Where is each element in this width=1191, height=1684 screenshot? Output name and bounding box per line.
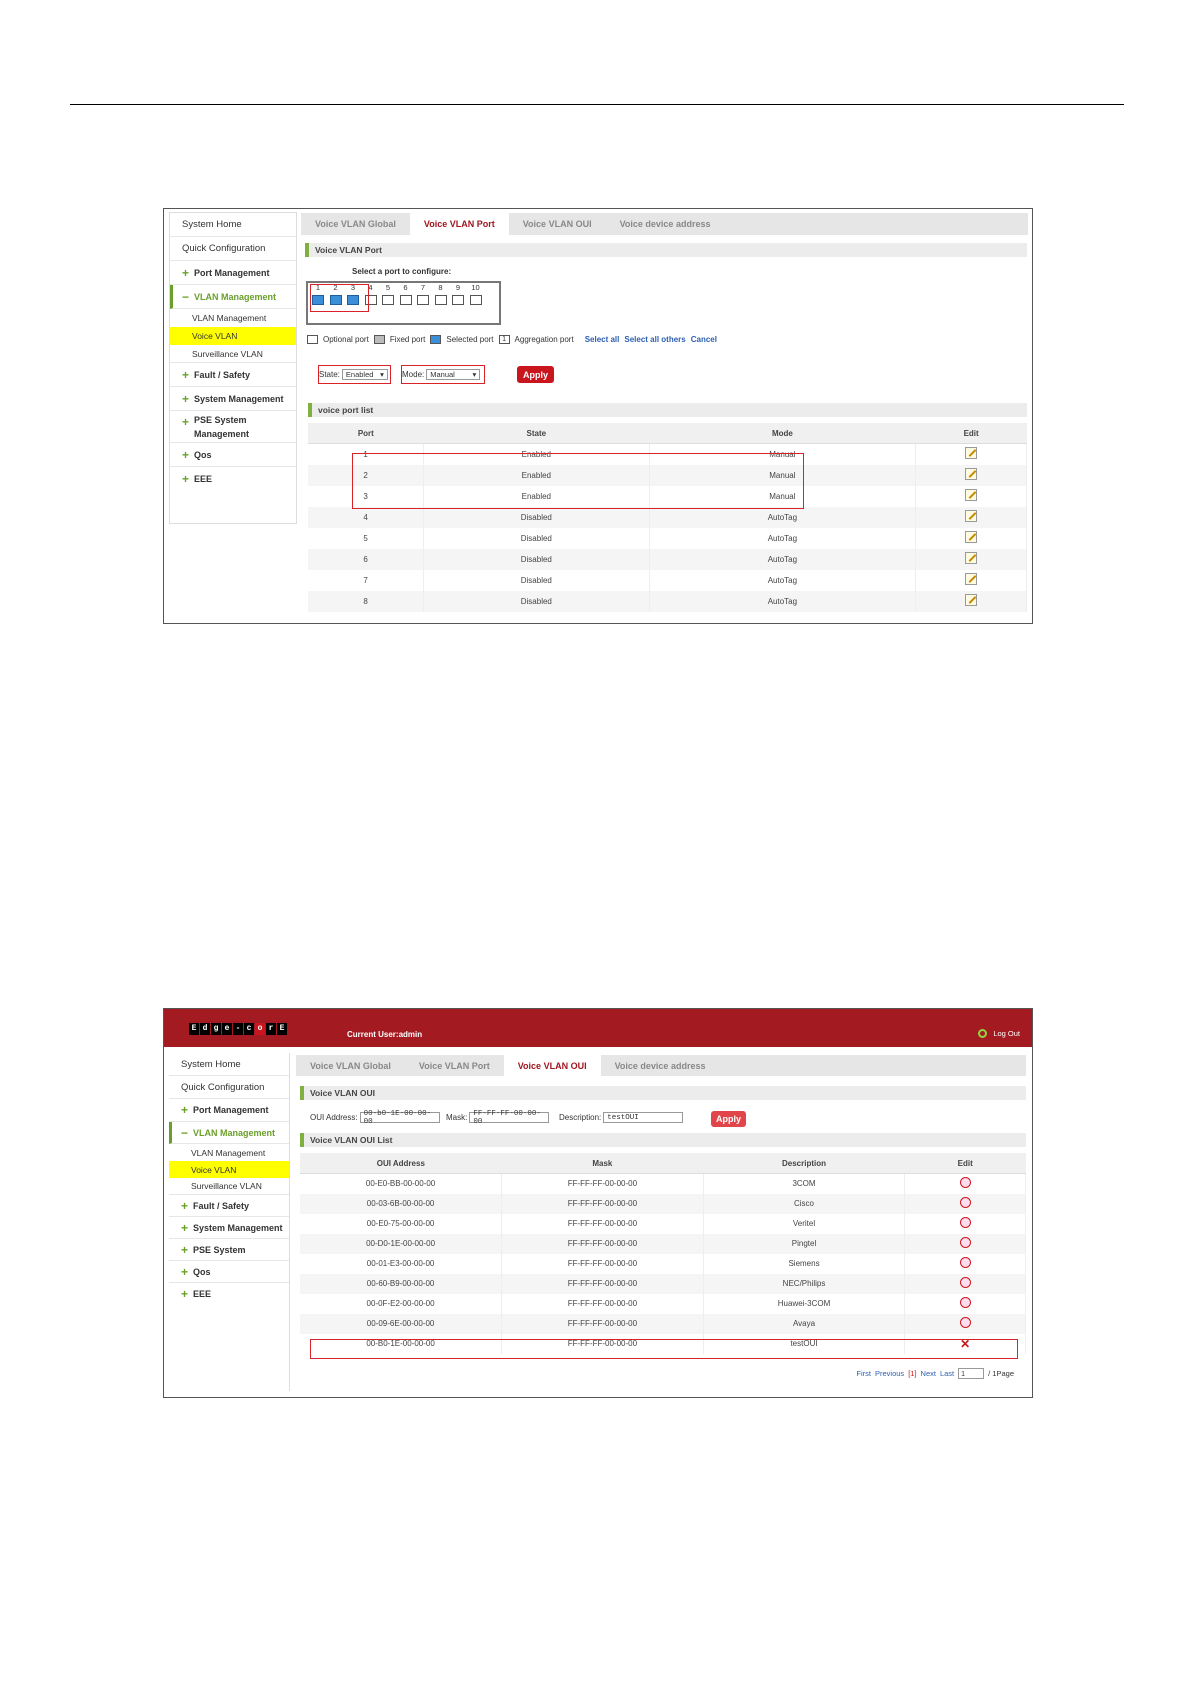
logo-letter: - [233,1023,243,1035]
optional-port-icon [307,335,318,344]
description-cell: Siemens [703,1254,905,1274]
mode-cell: AutoTag [649,528,916,549]
column-header-description: Description [703,1153,905,1174]
logo-letter: c [244,1023,254,1035]
edit-cell [916,507,1027,528]
sidebar-item-label: Fault / Safety [194,369,251,380]
oui-address-cell: 00-D0-1E-00-00-00 [300,1234,502,1254]
sidebar-item-vlan-management[interactable] [170,285,296,309]
description-cell: testOUI [703,1334,905,1354]
logo-letter: r [266,1023,276,1035]
port-number-label: 1 [315,283,321,292]
highlight-new-oui-row [310,1336,1018,1359]
tab-bar [296,1055,1026,1076]
edit-icon[interactable] [960,1277,971,1288]
legend-selected-label: Selected port [446,335,494,344]
sidebar-item-system-management[interactable] [170,387,296,411]
voice-vlan-port-screenshot [163,208,1033,624]
sidebar-item-label: Quick Configuration [182,243,266,254]
plus-icon: + [182,391,190,406]
table-row [300,1274,1026,1294]
sidebar-subitem-vlan-management[interactable] [169,1144,289,1161]
edit-cell [905,1174,1026,1194]
current-user: Current User:admin [347,1030,423,1039]
sidebar-item-label: VLAN Management [193,1127,276,1138]
legend-fixed-label: Fixed port [389,335,426,344]
edit-cell [916,549,1027,570]
table-row [300,1174,1026,1194]
description-cell: NEC/Philips [703,1274,905,1294]
sidebar-item-label: System Home [181,1058,241,1070]
tab-voice-device-address[interactable]: Voice device address [619,219,711,229]
port-number-label: 2 [333,283,338,292]
voice-vlan-oui-screenshot [163,1008,1033,1398]
minus-icon: − [181,1125,189,1140]
port-9-button[interactable] [452,295,464,305]
table-row [300,1314,1026,1334]
sidebar-item-fault-safety[interactable] [169,1195,289,1217]
oui-address-cell: 00-0F-E2-00-00-00 [300,1294,502,1314]
edit-cell [916,591,1027,612]
edit-icon[interactable] [960,1237,971,1248]
edit-icon[interactable] [965,573,977,585]
sidebar-item-port-management[interactable] [169,1099,289,1122]
mode-select-value: Manual [430,370,455,379]
mask-cell: FF-FF-FF-00-00-00 [502,1334,703,1354]
port-legend [307,335,717,344]
edit-icon[interactable] [965,510,977,522]
column-header-oui-address: OUI Address [300,1153,502,1174]
oui-address-cell: 00-03-6B-00-00-00 [300,1194,502,1214]
state-cell: Disabled [424,570,649,591]
sidebar-item-port-management[interactable] [170,261,296,285]
section-header-voice-vlan-oui: Voice VLAN OUI [300,1086,1026,1100]
edit-icon[interactable] [960,1257,971,1268]
mode-cell: Manual [649,444,916,465]
oui-address-input[interactable]: 00-b0-1E-00-00-00 [360,1112,440,1123]
selected-port-icon [430,335,441,344]
oui-address-cell: 00-E0-75-00-00-00 [300,1214,502,1234]
sidebar-item-vlan-management[interactable] [169,1122,289,1144]
sidebar-item-pse-system[interactable] [169,1239,289,1261]
plus-icon: + [182,447,190,462]
pager-total: / 1Page [988,1369,1014,1378]
oui-address-cell: 00-01-E3-00-00-00 [300,1254,502,1274]
sidebar-item-label: Port Management [194,267,270,278]
plus-icon: + [182,472,190,486]
highlight-selected-ports [310,284,369,312]
description-label: Description: [559,1113,602,1122]
pager-previous-link[interactable]: Previous [875,1369,905,1378]
sidebar-menu [169,1053,290,1391]
edit-icon[interactable] [960,1297,971,1308]
oui-address-cell: 00-B0-1E-00-00-00 [300,1334,502,1354]
cancel-link[interactable]: Cancel [690,335,717,344]
port-number-label: 9 [455,283,461,292]
state-cell: Enabled [424,486,649,507]
logo-letter: d [200,1023,210,1035]
mode-cell: AutoTag [649,507,916,528]
logo-letter: E [277,1023,287,1035]
edit-cell [916,486,1027,507]
edit-icon[interactable] [965,531,977,543]
sidebar-subitem-surveillance-vlan[interactable] [169,1178,289,1195]
fixed-port-icon [374,335,385,344]
sidebar-item-label: Voice VLAN [191,1164,237,1175]
edit-cell [916,528,1027,549]
state-cell: Disabled [424,528,649,549]
column-header-state: State [424,423,649,444]
edit-cell [905,1214,1026,1234]
port-10-button[interactable] [470,295,482,305]
sidebar-item-label: VLAN Management [191,1147,266,1158]
pager-last-link[interactable]: Last [939,1369,955,1378]
plus-icon: + [181,1198,189,1213]
oui-address-field [310,1109,440,1126]
section-header-voice-vlan-port: Voice VLAN Port [305,243,1027,257]
edit-icon[interactable] [960,1177,971,1188]
sidebar-menu [169,212,297,524]
tab-voice-vlan-global[interactable]: Voice VLAN Global [315,219,396,229]
port-number-label: 3 [350,283,356,292]
state-cell: Enabled [424,465,649,486]
edit-icon[interactable] [965,447,977,459]
sidebar-subitem-voice-vlan[interactable] [170,327,296,345]
sidebar-subitem-voice-vlan[interactable] [169,1161,289,1178]
mask-cell: FF-FF-FF-00-00-00 [502,1194,703,1214]
edit-icon[interactable] [965,552,977,564]
table-row [308,507,1027,528]
delete-icon[interactable]: ✕ [960,1336,971,1351]
logo-letter: e [222,1023,232,1035]
sidebar-item-quick-configuration[interactable] [170,237,296,261]
edit-cell [905,1274,1026,1294]
logout-button[interactable] [978,1029,1020,1038]
edit-cell [916,465,1027,486]
logout-label: Log Out [993,1029,1020,1038]
port-cell: 4 [308,507,424,528]
port-cell: 5 [308,528,424,549]
edit-icon[interactable] [960,1197,971,1208]
sidebar-item-label: Surveillance VLAN [191,1181,262,1191]
state-cell: Disabled [424,549,649,570]
sidebar-item-fault-safety[interactable] [170,363,296,387]
chevron-down-icon: ▾ [380,370,384,379]
table-row [308,570,1027,591]
port-6-button[interactable] [400,295,412,305]
tab-voice-vlan-port[interactable]: Voice VLAN Port [410,213,509,235]
chevron-down-icon: ▾ [472,370,477,379]
state-select-value: Enabled [345,370,374,379]
column-header-mode: Mode [649,423,916,444]
column-header-port: Port [308,423,424,444]
port-5-button[interactable] [382,295,394,305]
mask-field [446,1109,549,1126]
sidebar-item-eee[interactable] [170,467,296,491]
sidebar-item-qos[interactable] [170,443,296,467]
edit-icon[interactable] [960,1317,971,1328]
power-icon [978,1029,987,1038]
port-number-label: 5 [385,283,391,292]
column-header-edit: Edit [905,1153,1026,1174]
port-cell: 2 [308,465,424,486]
plus-icon: + [181,1287,189,1301]
sidebar-item-label: Management [194,429,250,439]
sidebar-item-label: VLAN Management [194,291,277,302]
sidebar-subitem-surveillance-vlan[interactable] [170,345,296,363]
oui-address-cell: 00-09-6E-00-00-00 [300,1314,502,1334]
plus-icon: + [182,265,190,280]
pager-current-page: [1] [908,1369,917,1378]
table-header-row [308,423,1027,444]
select-all-others-link[interactable]: Select all others [624,335,686,344]
edgecore-logo [189,1023,287,1035]
table-row [300,1254,1026,1274]
section-header-oui-list: Voice VLAN OUI List [300,1133,1026,1147]
tab-voice-vlan-oui[interactable]: Voice VLAN OUI [504,1055,601,1076]
sidebar-item-system-management[interactable] [169,1217,289,1239]
plus-icon: + [182,367,190,382]
column-header-edit: Edit [916,423,1027,444]
edit-cell [905,1194,1026,1214]
sidebar-item-label: Port Management [193,1105,269,1115]
port-number-label: 6 [403,283,408,292]
edit-icon[interactable] [965,489,977,501]
edit-icon[interactable] [965,594,977,606]
edit-icon[interactable] [960,1217,971,1228]
sidebar-item-qos[interactable] [169,1261,289,1283]
section-header-voice-port-list: voice port list [308,403,1027,417]
port-cell: 3 [308,486,424,507]
port-number-label: 7 [420,283,426,292]
mode-label: Mode: [402,370,425,379]
edit-cell [905,1234,1026,1254]
plus-icon: + [181,1103,189,1117]
port-number-label: 10 [471,283,480,292]
sidebar-item-label: Voice VLAN [192,331,238,341]
mask-cell: FF-FF-FF-00-00-00 [502,1274,703,1294]
sidebar-item-eee[interactable] [169,1283,289,1305]
plus-icon: + [182,415,190,429]
table-header-row [300,1153,1026,1174]
plus-icon: + [181,1242,189,1257]
sidebar-item-label: Quick Configuration [181,1081,265,1093]
sidebar-item-label: VLAN Management [192,313,267,323]
edit-cell [905,1314,1026,1334]
select-port-prompt: Select a port to configure: [352,267,452,276]
port-cell: 7 [308,570,424,591]
sidebar-item-label: EEE [193,1289,212,1299]
mode-cell: Manual [649,465,916,486]
oui-address-cell: 00-E0-BB-00-00-00 [300,1174,502,1194]
state-cell: Disabled [424,591,649,612]
edit-icon[interactable] [965,468,977,480]
state-cell: Enabled [424,444,649,465]
sidebar-item-label: Fault / Safety [193,1200,250,1211]
aggregation-port-icon: 1 [499,335,510,344]
tab-voice-vlan-port[interactable]: Voice VLAN Port [418,1060,490,1071]
plus-icon: + [181,1264,189,1279]
tab-bar [301,213,1028,235]
state-label: State: [319,370,340,379]
description-cell: Veritel [703,1214,905,1234]
oui-address-label: OUI Address: [310,1113,358,1122]
mask-cell: FF-FF-FF-00-00-00 [502,1254,703,1274]
mask-input[interactable]: FF-FF-FF-00-00-00 [469,1112,549,1123]
app-header [164,1009,1032,1047]
mode-cell: AutoTag [649,549,916,570]
port-number-label: 8 [438,283,443,292]
page-number-input[interactable]: 1 [958,1368,984,1379]
sidebar-item-label: EEE [194,474,213,484]
edit-cell [916,570,1027,591]
sidebar-item-label: Surveillance VLAN [192,348,263,359]
sidebar-item-label: System Management [193,1222,283,1233]
logo-letter: E [189,1023,199,1035]
pagination [856,1368,1014,1379]
highlight-enabled-rows [352,453,804,509]
column-header-mask: Mask [502,1153,703,1174]
page-rule [70,104,1124,105]
port-8-button[interactable] [435,295,447,305]
apply-button[interactable]: Apply [711,1111,746,1127]
table-row [308,549,1027,570]
sidebar-item-label: PSE System [193,1244,246,1255]
port-number-label: 4 [368,283,373,292]
table-row [308,591,1027,612]
highlight-state [318,365,391,384]
mask-cell: FF-FF-FF-00-00-00 [502,1294,703,1314]
oui-table [300,1153,1026,1354]
mode-cell: Manual [649,486,916,507]
sidebar-item-pse-system[interactable] [170,411,296,443]
legend-aggregation-label: Aggregation port [514,335,574,344]
sidebar-item-system-home[interactable] [170,213,296,237]
table-row [300,1234,1026,1254]
sidebar-item-label: PSE System [194,415,247,425]
mode-cell: AutoTag [649,591,916,612]
description-cell: Avaya [703,1314,905,1334]
table-row [300,1194,1026,1214]
description-cell: Cisco [703,1194,905,1214]
table-row [300,1294,1026,1314]
description-field [559,1112,683,1123]
edit-cell [916,444,1027,465]
table-row [300,1214,1026,1234]
port-cell: 1 [308,444,424,465]
edit-cell [905,1254,1026,1274]
description-input[interactable]: testOUI [603,1112,683,1123]
mask-label: Mask: [446,1113,468,1122]
logo-letter: o [255,1023,265,1035]
mask-cell: FF-FF-FF-00-00-00 [502,1314,703,1334]
edit-cell [905,1294,1026,1314]
plus-icon: + [181,1220,189,1235]
voice-port-table [308,423,1027,612]
table-row [308,528,1027,549]
port-cell: 6 [308,549,424,570]
sidebar-item-label: Qos [193,1266,211,1277]
sidebar-item-label: Qos [194,449,212,460]
pager-next-link[interactable]: Next [920,1369,936,1378]
mask-cell: FF-FF-FF-00-00-00 [502,1214,703,1234]
tab-voice-vlan-oui[interactable]: Voice VLAN OUI [522,219,592,229]
sidebar-item-system-home[interactable] [169,1053,289,1076]
port-7-button[interactable] [417,295,429,305]
sidebar-item-quick-configuration[interactable] [169,1076,289,1099]
tab-voice-vlan-global[interactable]: Voice VLAN Global [310,1060,391,1071]
sidebar-subitem-vlan-management[interactable] [170,309,296,327]
description-cell: Huawei-3COM [703,1294,905,1314]
minus-icon: − [182,289,190,304]
sidebar-item-label: System Management [194,393,284,404]
mask-cell: FF-FF-FF-00-00-00 [502,1234,703,1254]
pager-first-link[interactable]: First [856,1369,871,1378]
tab-voice-device-address[interactable]: Voice device address [614,1060,706,1071]
highlight-mode [401,365,485,384]
sidebar-item-label: System Home [182,219,242,230]
mask-cell: FF-FF-FF-00-00-00 [502,1174,703,1194]
port-cell: 8 [308,591,424,612]
select-all-link[interactable]: Select all [584,335,620,344]
apply-button[interactable]: Apply [517,366,554,383]
description-cell: Pingtel [703,1234,905,1254]
oui-address-cell: 00-60-B9-00-00-00 [300,1274,502,1294]
description-cell: 3COM [703,1174,905,1194]
state-cell: Disabled [424,507,649,528]
mode-cell: AutoTag [649,570,916,591]
legend-optional-label: Optional port [323,335,369,344]
logo-letter: g [211,1023,221,1035]
